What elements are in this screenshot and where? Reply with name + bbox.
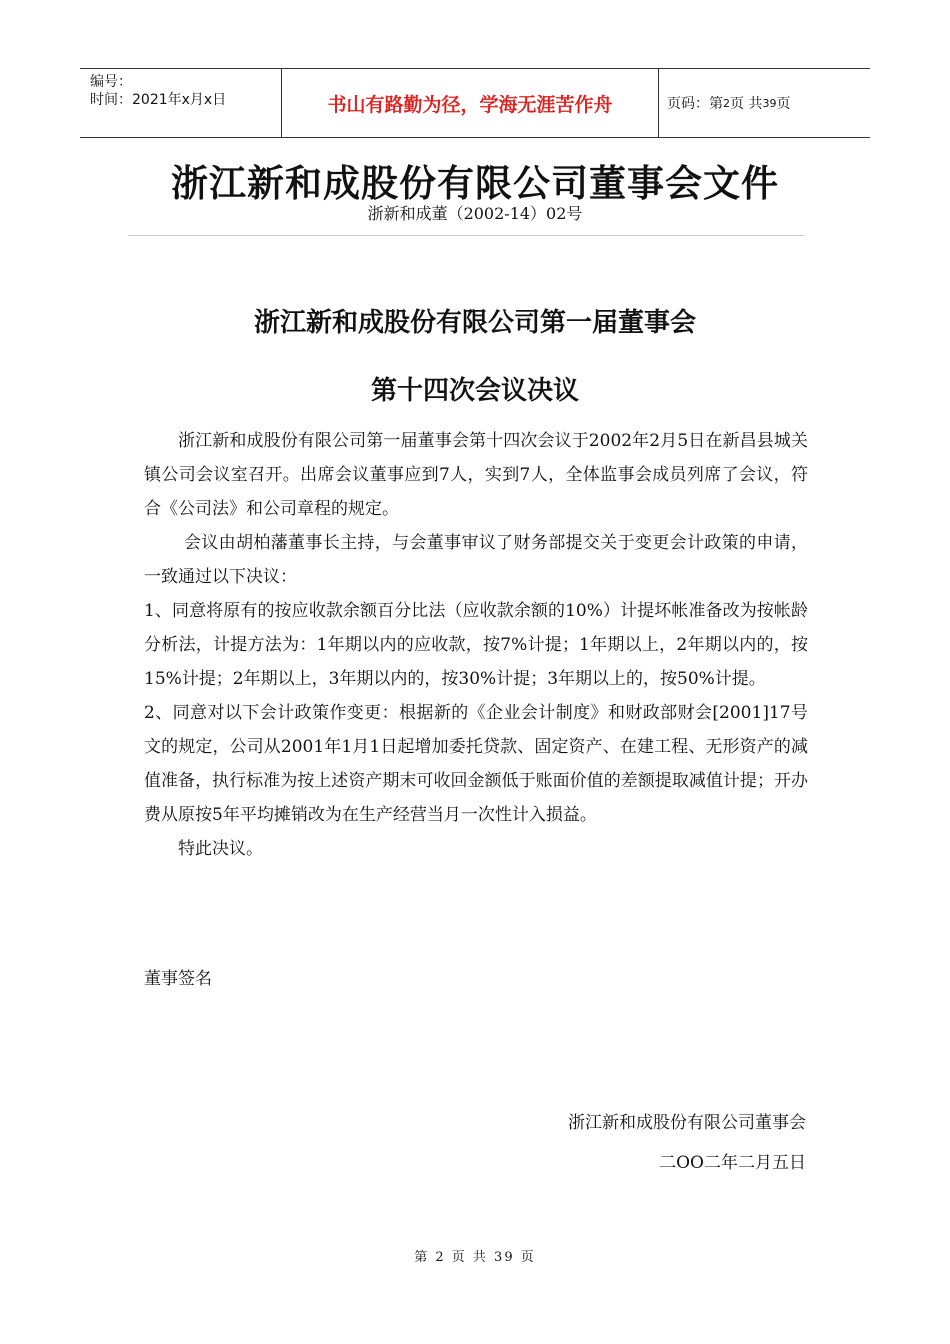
- paragraph-meeting-chair: 会议由胡柏藩董事长主持，与会董事审议了财务部提交关于变更会计政策的申请，一致通过以下决议：: [144, 533, 808, 587]
- header-page-suffix: 页: [776, 96, 791, 112]
- director-signature-label: 董事签名: [144, 969, 212, 989]
- header-motto: 书山有路勤为径，学海无涯苦作舟: [281, 69, 659, 137]
- header-page-info: [659, 69, 870, 137]
- issue-date: 二OO二年二月五日: [659, 1153, 806, 1173]
- header-number-label: 编号：: [90, 74, 132, 90]
- header-page-total: 39: [762, 96, 777, 110]
- paragraph-resolution-2: 2、同意对以下会计政策作变更：根据新的《企业会计制度》和财政部财会[2001]17号文的规定，公司从2001年1月1日起增加委托贷款、固定资产、在建工程、无形资产的减值准备，执行标准为按上述资产期末可收回金额低于账面价值的差额提取减值计提；开办费从原按5年平均摊销改为在生产经营当月一次性计入损益。: [144, 703, 808, 825]
- document-header: [80, 68, 870, 138]
- document-number: 浙新和成董（2002-14）02号: [367, 204, 583, 223]
- paragraph-meeting-info: 浙江新和成股份有限公司第一届董事会第十四次会议于2002年2月5日在新昌县城关镇公司会议室召开。出席会议董事应到7人，实到7人，全体监事会成员列席了会议，符合《公司法》和公司章程的规定。: [144, 431, 808, 519]
- paragraph-resolution-1: 1、同意将原有的按应收款余额百分比法（应收款余额的10%）计提坏帐准备改为按帐龄分析法，计提方法为：1年期以内的应收款，按7%计提；1年期以上，2年期以内的，按15%计提；2年期以上，3年期以内的，按30%计提；3年期以上的，按50%计提。: [144, 601, 808, 689]
- document-title: 浙江新和成股份有限公司董事会文件: [171, 161, 779, 205]
- issuing-organization: 浙江新和成股份有限公司董事会: [568, 1113, 806, 1133]
- page-footer: 第 2 页 共 39 页: [414, 1250, 536, 1265]
- resolution-heading-line2: 第十四次会议决议: [370, 376, 579, 406]
- title-divider: [128, 235, 804, 236]
- header-time-label: 时间：2021年x月x日: [90, 92, 227, 108]
- header-page-current: 2: [723, 96, 730, 110]
- resolution-heading-line1: 浙江新和成股份有限公司第一届董事会: [253, 308, 696, 338]
- paragraph-closing: 特此决议。: [178, 839, 263, 859]
- header-page-prefix: 页码：第: [667, 96, 723, 112]
- header-meta: [80, 69, 281, 137]
- resolution-body: [144, 424, 808, 866]
- header-page-mid: 页 共: [730, 96, 763, 112]
